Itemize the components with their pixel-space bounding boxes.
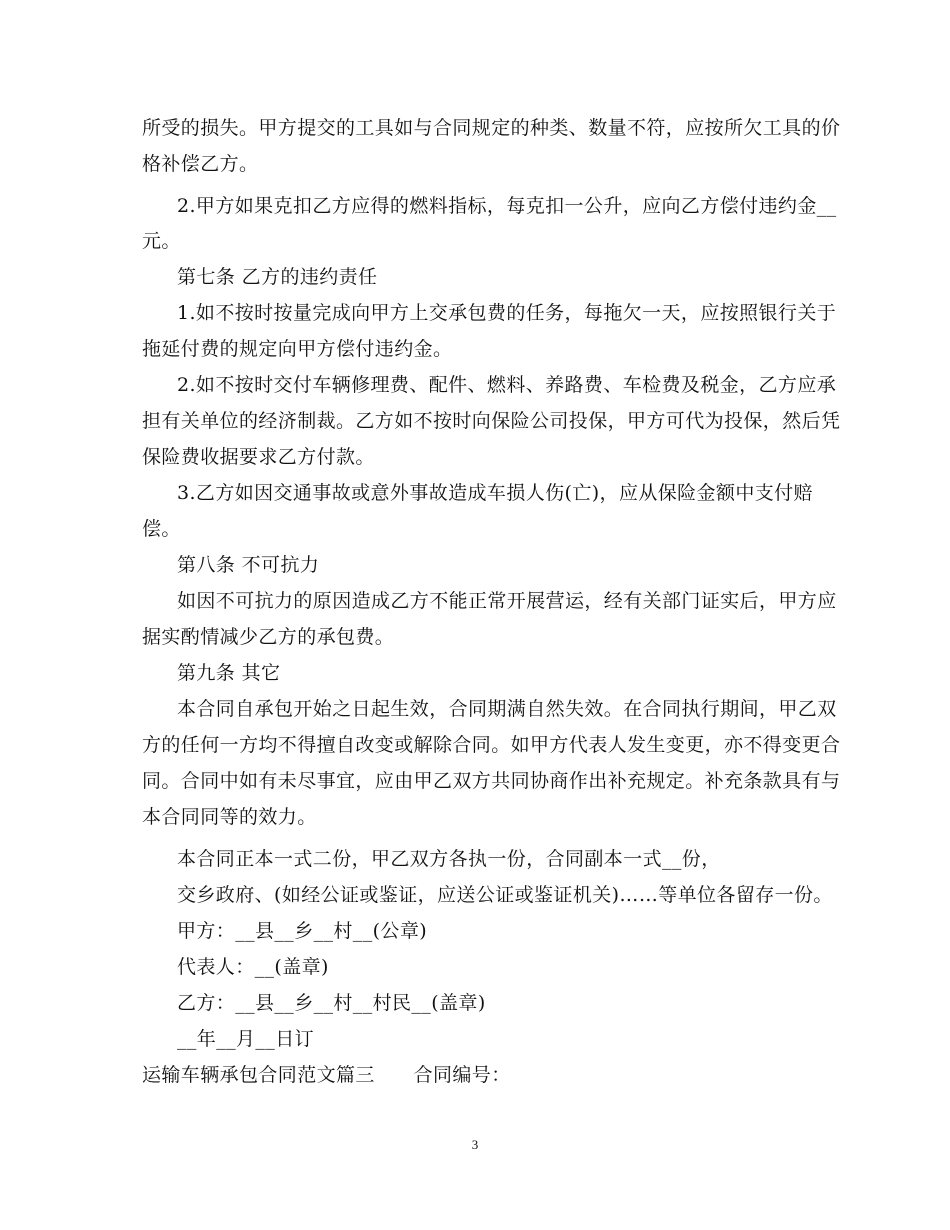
signature-line-representative: 代表人：__(盖章) xyxy=(177,956,329,978)
paragraph-line: 所受的损失。甲方提交的工具如与合同规定的种类、数量不符，应按所欠工具的价 xyxy=(142,117,841,139)
paragraph-line: 元。 xyxy=(142,230,181,252)
paragraph-line: 如因不可抗力的原因造成乙方不能正常开展营运，经有关部门证实后，甲方应 xyxy=(177,590,837,612)
date-line: __年__月__日订 xyxy=(177,1028,315,1050)
signature-line-party-a: 甲方：__县__乡__村__(公章) xyxy=(177,920,428,942)
paragraph-line: 担有关单位的经济制裁。乙方如不按时向保险公司投保，甲方可代为投保，然后凭 xyxy=(142,410,841,432)
page-number: 3 xyxy=(471,1137,479,1152)
paragraph-line: 同。合同中如有未尽事宜，应由甲乙双方共同协商作出补充规定。补充条款具有与 xyxy=(142,770,841,792)
paragraph-line: 偿。 xyxy=(142,518,181,540)
paragraph-line: 拖延付费的规定向甲方偿付违约金。 xyxy=(142,338,453,360)
paragraph-line: 本合同同等的效力。 xyxy=(142,806,317,828)
section-heading: 第九条 其它 xyxy=(177,662,281,684)
paragraph-line: 2.如不按时交付车辆修理费、配件、燃料、养路费、车检费及税金，乙方应承 xyxy=(177,374,837,396)
paragraph-line: 保险费收据要求乙方付款。 xyxy=(142,446,375,468)
paragraph-line: 本合同自承包开始之日起生效，合同期满自然失效。在合同执行期间，甲乙双 xyxy=(177,698,837,720)
paragraph-line: 据实酌情减少乙方的承包费。 xyxy=(142,626,395,648)
paragraph-line: 交乡政府、(如经公证或鉴证，应送公证或鉴证机关)……等单位各留存一份。 xyxy=(177,884,833,906)
signature-line-party-b: 乙方：__县__乡__村__村民__(盖章) xyxy=(177,992,486,1014)
section-heading: 第八条 不可抗力 xyxy=(177,554,320,576)
paragraph-line: 格补偿乙方。 xyxy=(142,153,259,175)
next-contract-title: 运输车辆承包合同范文篇三 合同编号： xyxy=(142,1064,511,1086)
section-heading: 第七条 乙方的违约责任 xyxy=(177,266,378,288)
paragraph-line: 本合同正本一式二份，甲乙双方各执一份，合同副本一式__份， xyxy=(177,848,721,870)
paragraph-line: 2.甲方如果克扣乙方应得的燃料指标，每克扣一公升，应向乙方偿付违约金__ xyxy=(177,195,837,217)
paragraph-line: 1.如不按时按量完成向甲方上交承包费的任务，每拖欠一天，应按照银行关于 xyxy=(177,302,837,324)
paragraph-line: 3.乙方如因交通事故或意外事故造成车损人伤(亡)，应从保险金额中支付赔 xyxy=(177,482,813,504)
paragraph-line: 方的任何一方均不得擅自改变或解除合同。如甲方代表人发生变更，亦不得变更合 xyxy=(142,734,841,756)
